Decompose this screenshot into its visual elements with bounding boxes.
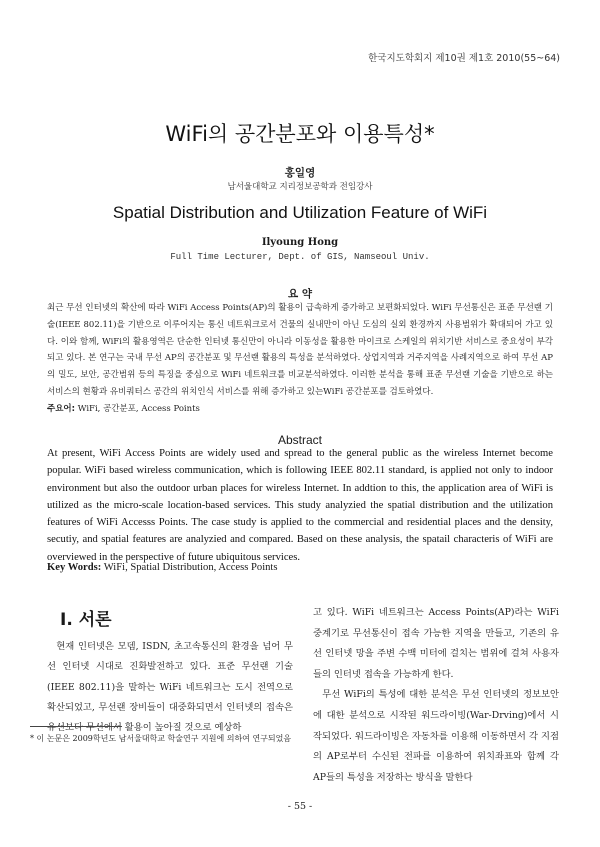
korean-keywords [47, 401, 553, 417]
footnote: * 이 논문은 2009학년도 남서울대학교 학술연구 지원에 의하여 연구되었음 [30, 734, 292, 743]
footnote-rule [30, 726, 122, 727]
body-paragraph: 무선 WiFi의 특성에 대한 분석은 무선 인터넷의 정보보안에 대한 분석으로 시작된 워드라이빙(War-Drving)에서 시작되었다. 워드라이빙은 자동차를 이용해 이동하면서 각 지점의 AP로부터 수신된 전파를 이용하여 위치좌표와 함께 각 AP들의 특성을 저장하는 방식을 말한다 [313, 689, 559, 783]
body-column-left [47, 637, 293, 738]
korean-abstract-heading: 요 약 [288, 288, 312, 300]
body-column-right [313, 603, 559, 788]
korean-keywords-value: WiFi, 공간분포, Access Points [77, 404, 200, 414]
body-paragraph: 고 있다. WiFi 네트워크는 Access Points(AP)라는 WiFi 중계기로 무선통신이 접속 가능한 지역을 만들고, 기존의 유선 인터넷 망을 주변 수백 미터에 걸치는 범위에 걸쳐 사용자들의 인터넷 접속을 가능하게 한다. [313, 607, 559, 680]
author-affiliation-english: Full Time Lecturer, Dept. of GIS, Namseoul Univ. [170, 252, 430, 262]
journal-citation: 한국지도학회지 제10권 제1호 2010(55~64) [368, 53, 560, 64]
korean-keywords-label: 주요어: [47, 404, 76, 414]
english-abstract-text: At present, WiFi Access Points are widely used and spread to the general public as the wireless Internet become popular. WiFi based wireless communication, which is following IEEE 802.11 standard, is applied not only to indoor environment but also the outdoor urban places for wireless Internet. In addtion to this, the application area of WiFi is utilized as the micro-scale location-based services. This study analyzied the spatial distribution and the utilization features of WiFi Accesss Points. The case study is applied to the commercial and residential places and the density, secutiy, and spatial features are analyzied and compared. Based on these analysis, the spatail characteris of WiFi are overviewed in the perspective of future ubiquitous services. [47, 448, 553, 563]
page-number: - 55 - [287, 801, 313, 812]
english-keywords [47, 559, 553, 576]
author-name-korean: 홍일영 [284, 167, 316, 179]
english-keywords-value: WiFi, Spatial Distribution, Access Points [103, 562, 278, 573]
author-name-english: Ilyoung Hong [261, 237, 339, 248]
paper-title-english: Spatial Distribution and Utilization Feature of WiFi [112, 203, 488, 222]
author-affiliation-korean: 남서울대학교 지리정보공학과 전임강사 [227, 182, 373, 192]
body-paragraph: 현재 인터넷은 모뎀, ISDN, 초고속통신의 환경을 넘어 무선 인터넷 시대로 진화발전하고 있다. 표준 무선랜 기술(IEEE 802.11)을 말하는 WiFi 네트워크는 도시 전역으로 확산되었고, 무선랜 장비들이 대중화되면서 인터넷의 접속은 유선보다 무선에서 활용이 높아질 것으로 예상하 [47, 641, 293, 734]
english-keywords-label: Key Words: [47, 562, 102, 573]
english-abstract-heading: Abstract [277, 433, 322, 447]
paper-title-korean: WiFi의 공간분포와 이용특성* [165, 122, 435, 146]
section-heading-introduction: I. 서론 [60, 610, 112, 630]
korean-abstract-text: 최근 무선 인터넷의 확산에 따라 WiFi Access Points(AP)의 활용이 급속하게 증가하고 보편화되었다. WiFi 무선통신은 표준 무선랜 기술(IEEE 802.11)을 기반으로 이루어지는 통신 네트워크로서 건물의 실내만이 아닌 도심의 실외 환경까지 사용범위가 확대되어 가고 있다. 이와 함께, WiFi의 활용영역은 단순한 인터넷 통신만이 아니라 이동성을 활용한 마이크로 스케일의 위치기반 서비스로 중요성이 부각되고 있다. 본 연구는 국내 무선 AP의 공간분포 및 무선랜 활용의 특성을 분석하였다. 상업지역과 거주지역을 사례지역으로 하여 무선 AP의 밀도, 보안, 공간범위 등의 특징을 중심으로 WiFi 네트워크를 비교분석하였다. 이러한 분석을 통해 표준 무선랜 기술을 기반으로 하는 서비스의 현황과 유비쿼터스 공간의 위치인식 서비스를 위해 증가하고 있는WiFi 공간분포를 검토하였다. [47, 303, 553, 397]
